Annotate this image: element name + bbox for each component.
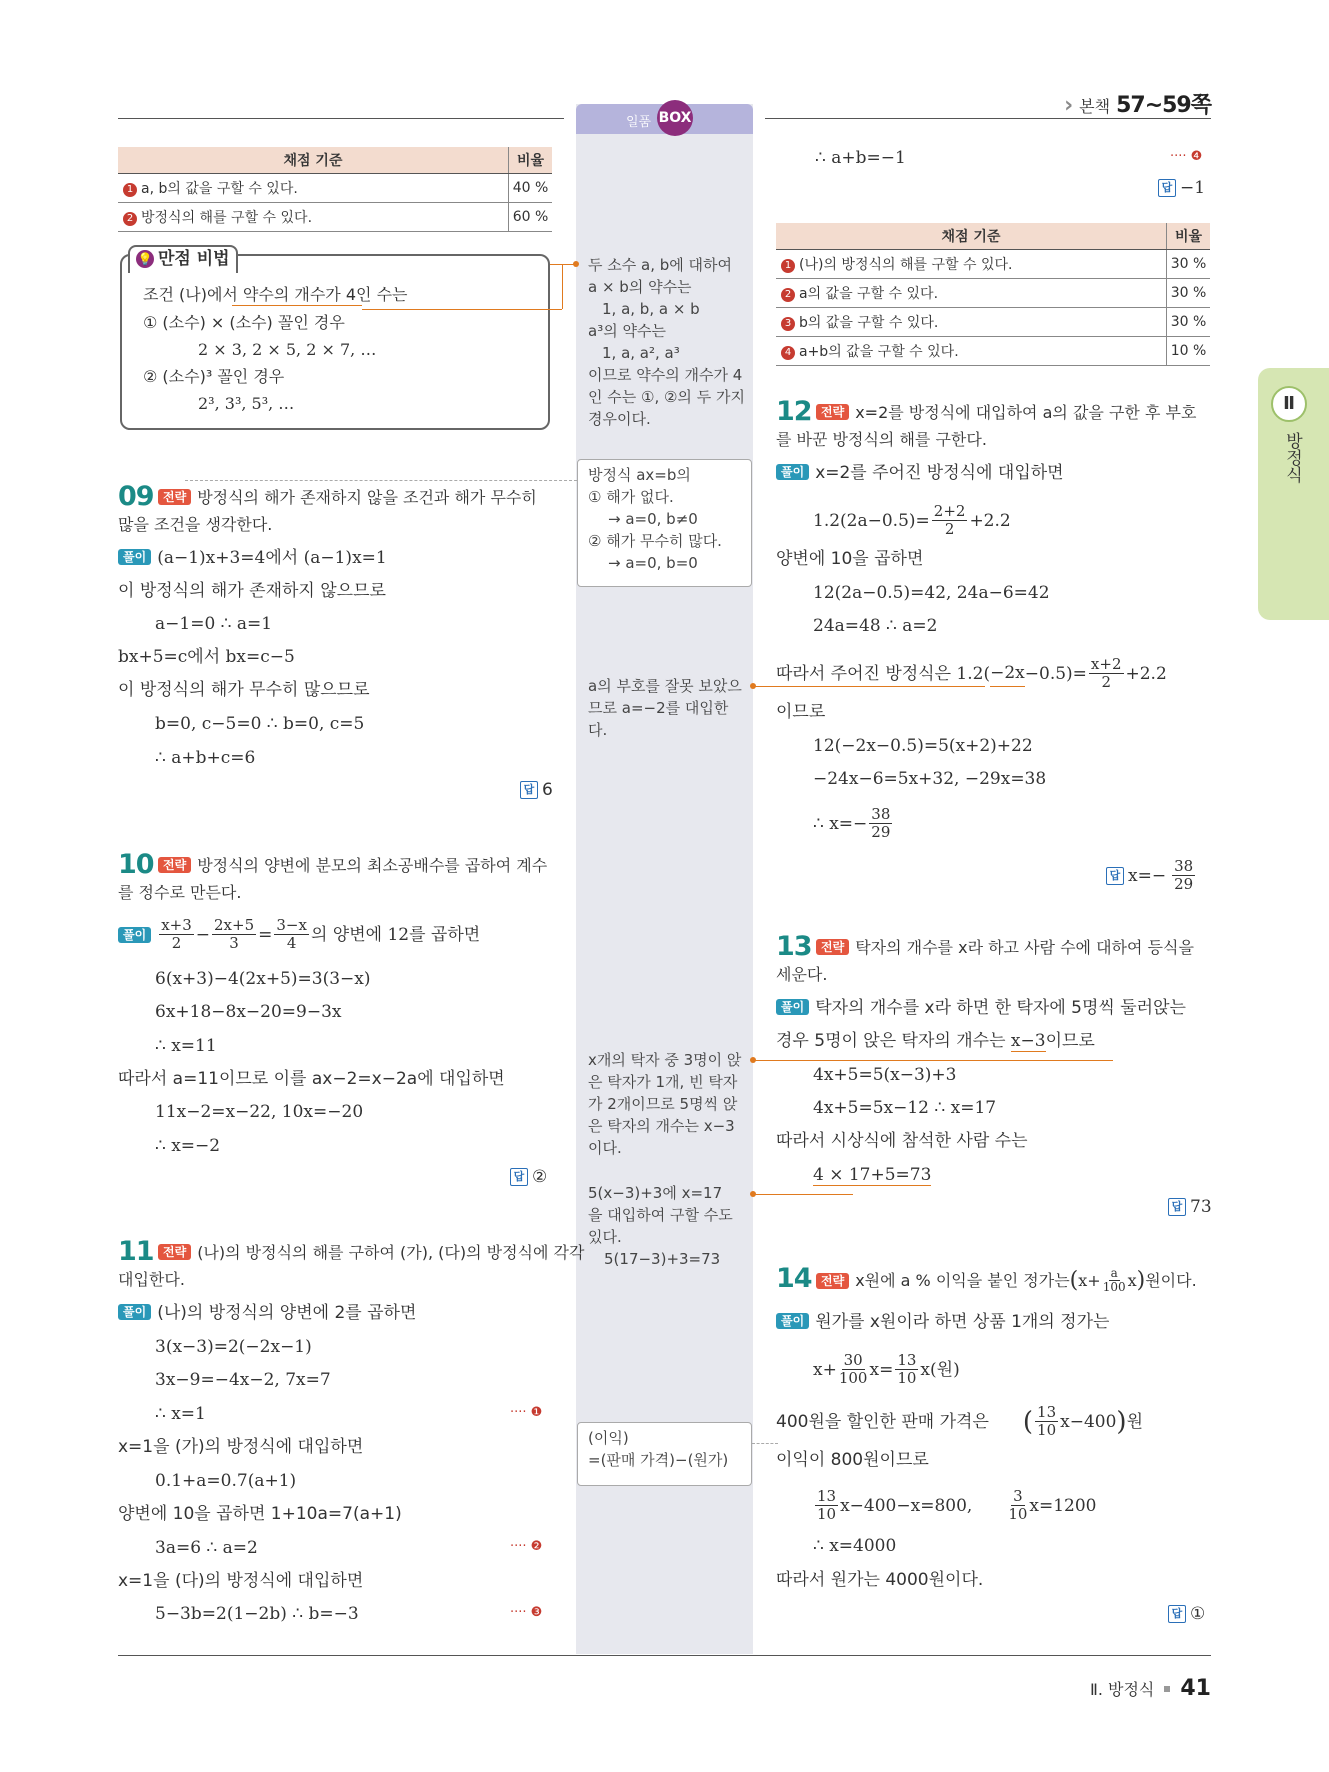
problem-number: 12: [776, 396, 812, 427]
side-note-2: 방정식 ax=b의 ① 해가 없다. → a=0, b≠0 ② 해가 무수히 많다. → a=0, b=0: [577, 459, 752, 587]
answer-icon: 답: [1168, 1605, 1186, 1623]
answer-icon: 답: [510, 1168, 528, 1186]
problem-number: 10: [118, 849, 154, 880]
side-note-6: (이익) =(판매 가격)−(원가): [577, 1422, 752, 1486]
box-tab: 일품: [576, 104, 753, 134]
answer: 답 73: [1168, 1197, 1212, 1217]
chapter-roman: Ⅱ: [1271, 386, 1307, 422]
problem-number: 11: [118, 1236, 154, 1267]
answer: 답 −1: [1158, 178, 1205, 198]
page-number: 41: [1180, 1676, 1211, 1701]
score-table-left: 채점 기준 비율 1 a, b의 값을 구할 수 있다. 40 % 2 방정식의 해를 구할 수 있다. 60 %: [118, 147, 552, 232]
table-row: 1 a, b의 값을 구할 수 있다. 40 %: [118, 174, 552, 203]
lightbulb-icon: 💡: [137, 252, 153, 266]
reference-pages: 57~59쪽: [1116, 93, 1211, 118]
chapter-label: 방정식: [1282, 432, 1302, 483]
table-row: 2 방정식의 해를 구할 수 있다. 60 %: [118, 203, 552, 232]
answer: 답 x=− $\frac{38}{29}$: [1106, 858, 1197, 893]
problem-number: 09: [118, 481, 154, 512]
separator-icon: [1164, 1686, 1170, 1692]
answer-icon: 답: [1168, 1198, 1186, 1216]
table-row: 1 (나)의 방정식의 해를 구할 수 있다. 30 %: [776, 250, 1210, 279]
table-row: 2 a의 값을 구할 수 있다. 30 %: [776, 279, 1210, 308]
answer: 답 6: [520, 780, 553, 800]
answer: 답 ①: [1168, 1604, 1205, 1624]
header-rule-left: [118, 118, 564, 119]
table-row: 4 a+b의 값을 구할 수 있다. 10 %: [776, 337, 1210, 366]
side-note-1: 두 소수 a, b에 대하여 a × b의 약수는 1, a, b, a × b a³의 약수는 1, a, a², a³ 이므로 약수의 개수가 4 인 수는 ①, ②의 두 가지 경우이다.: [588, 256, 745, 428]
table-row: 3 b의 값을 구할 수 있다. 30 %: [776, 308, 1210, 337]
answer-icon: 답: [520, 781, 538, 799]
side-note-5: 5(x−3)+3에 x=17 을 대입하여 구할 수도 있다. 5(17−3)+3=73: [588, 1184, 733, 1268]
problem-number: 14: [776, 1263, 812, 1294]
footer-rule: [118, 1655, 1211, 1656]
header-rule-right: [765, 118, 1211, 119]
page-reference: › 본책 57~59쪽: [1064, 88, 1211, 119]
chevron-right-icon: ›: [1064, 93, 1074, 118]
problem-number: 13: [776, 931, 812, 962]
side-note-4: x개의 탁자 중 3명이 앉 은 탁자가 1개, 빈 탁자 가 2개이므로 5명씩 앉 은 탁자의 개수는 x−3 이다.: [588, 1051, 742, 1157]
answer-icon: 답: [1106, 867, 1124, 885]
box-badge: BOX: [657, 100, 693, 136]
score-table-right: 채점 기준 비율 1 (나)의 방정식의 해를 구할 수 있다. 30 % 2 a의 값을 구할 수 있다. 30 % 3 b의 값을 구할 수 있다. 30 % 4 a+b의 값을 구할 수 있다. 10 %: [776, 223, 1210, 366]
page-footer: Ⅱ. 방정식 41: [1089, 1676, 1211, 1701]
answer: 답 ②: [510, 1167, 547, 1187]
answer-icon: 답: [1158, 179, 1176, 197]
tip-title: 💡 만점 비법: [128, 245, 238, 273]
side-note-3: a의 부호를 잘못 보았으 므로 a=−2를 대입한 다.: [588, 677, 742, 739]
